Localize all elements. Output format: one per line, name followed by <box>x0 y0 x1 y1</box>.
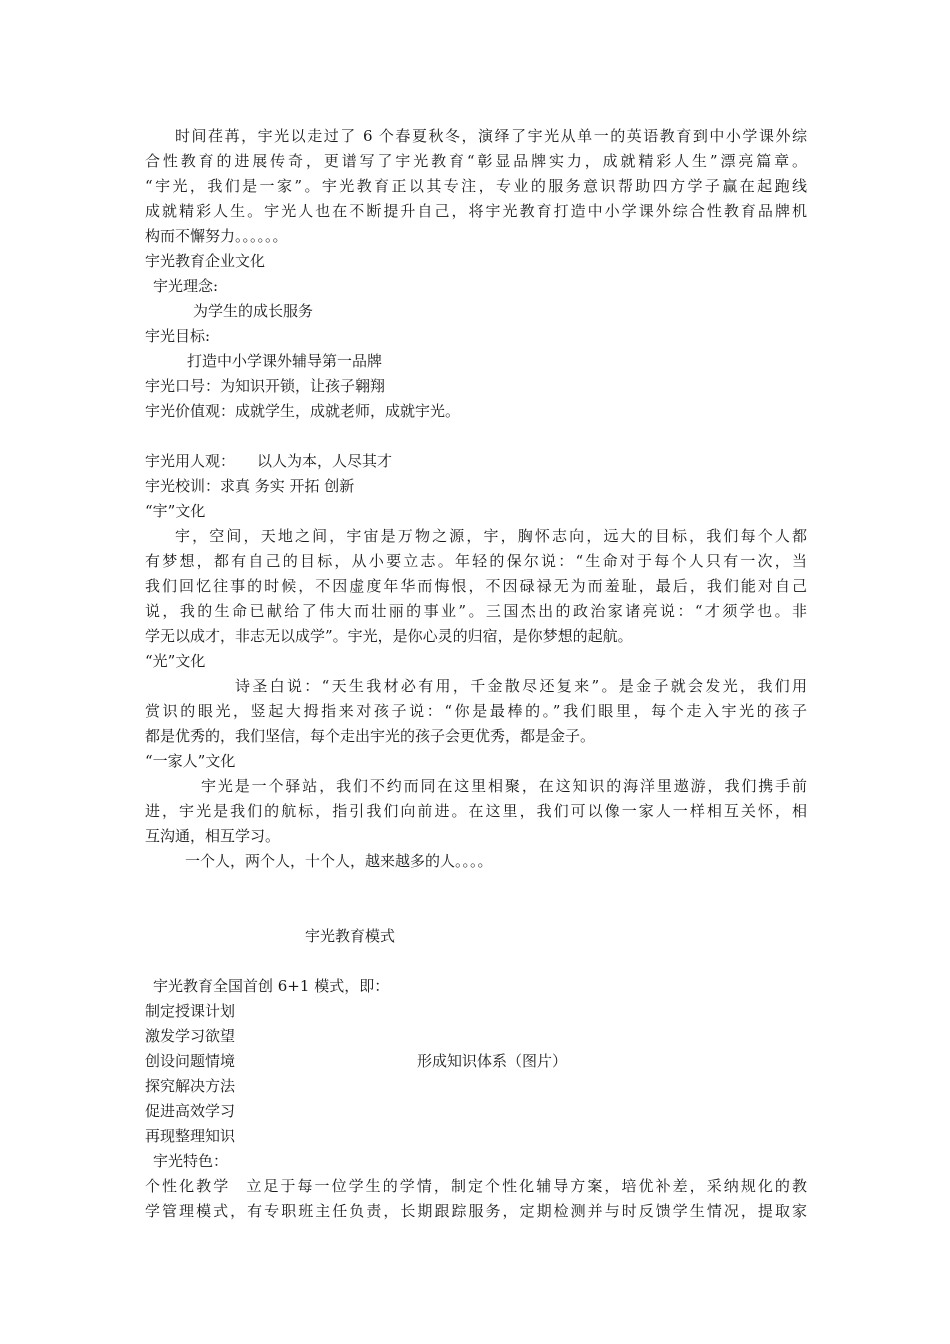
yu-line-5: 学无以成才，非志无以成学”。宇光，是你心灵的归宿，是你梦想的起航。 <box>145 627 633 645</box>
model-step-5: 促进高效学习 <box>145 1102 236 1120</box>
family-line-2: 进，宇光是我们的航标，指引我们向前进。在这里，我们可以像一家人一样相互关怀，相 <box>145 802 807 820</box>
yu-line-2: 有梦想，都有自己的目标，从小要立志。年轻的保尔说：“生命对于每个人只有一次，当 <box>145 552 807 570</box>
guang-line-3: 都是优秀的，我们坚信，每个走出宇光的孩子会更优秀，都是金子。 <box>145 727 596 745</box>
image-caption: 形成知识体系（图片） <box>417 1052 568 1070</box>
document-page <box>145 124 807 1224</box>
intro-line-3: “宇光，我们是一家”。宇光教育正以其专注，专业的服务意识帮助四方学子赢在起跑线 <box>145 177 807 195</box>
family-heading: “一家人”文化 <box>145 752 236 770</box>
yu-heading: “宇”文化 <box>145 502 206 520</box>
model-step-4: 探究解决方法 <box>145 1077 236 1095</box>
slogan-line: 宇光口号：为知识开锁，让孩子翱翔 <box>145 377 386 395</box>
guang-line-1: 诗圣白说：“天生我材必有用，千金散尽还复来”。是金子就会发光，我们用 <box>235 677 807 695</box>
model-step-3-row <box>145 1049 807 1074</box>
people-line <box>145 449 807 474</box>
idea-value: 为学生的成长服务 <box>193 302 314 320</box>
guang-line-2: 赏识的眼光，竖起大拇指来对孩子说：“你是最棒的。”我们眼里，每个走入宇光的孩子 <box>145 702 807 720</box>
motto-line: 宇光校训：求真 务实 开拓 创新 <box>145 477 355 495</box>
yu-line-4: 说，我的生命已献给了伟大而壮丽的事业”。三国杰出的政治家诸亮说：“才须学也。非 <box>145 602 807 620</box>
model-step-2: 激发学习欲望 <box>145 1027 236 1045</box>
feature-item-label: 个性化教学 <box>145 1177 231 1195</box>
model-step-3: 创设问题情境 <box>145 1052 236 1070</box>
family-line-3: 互沟通，相互学习。 <box>145 827 281 845</box>
goal-value: 打造中小学课外辅导第一品牌 <box>187 352 383 370</box>
yu-line-1: 宇，空间，天地之间，宇宙是万物之源，宇，胸怀志向，远大的目标，我们每个人都 <box>175 527 807 545</box>
model-intro: 宇光教育全国首创 6+1 模式，即： <box>153 977 390 995</box>
intro-line-1: 时间荏苒，宇光以走过了 6 个春夏秋冬，演绎了宇光从单一的英语教育到中小学课外综 <box>175 127 807 145</box>
family-line-1: 宇光是一个驿站，我们不约而同在这里相聚，在这知识的海洋里遨游，我们携手前 <box>201 777 807 795</box>
features-heading: 宇光特色： <box>153 1152 229 1170</box>
people-value: 以人为本，人尽其才 <box>257 452 393 470</box>
intro-line-4: 成就精彩人生。宇光人也在不断提升自己，将宇光教育打造中小学课外综合性教育品牌机 <box>145 202 807 220</box>
feature-text: 立足于每一位学生的学情，制定个性化辅导方案，培优补差，采纳规化的教 <box>244 1177 807 1195</box>
people-label: 宇光用人观： <box>145 452 236 470</box>
model-title: 宇光教育模式 <box>305 927 396 945</box>
guang-heading: “光”文化 <box>145 652 206 670</box>
goal-label: 宇光目标: <box>145 327 211 345</box>
intro-line-5: 构而不懈努力。。。。。。 <box>145 227 288 245</box>
blank-line <box>145 949 807 974</box>
family-closing: 一个人，两个人，十个人，越来越多的人。。。。 <box>185 852 493 870</box>
model-step-1: 制定授课计划 <box>145 1002 236 1020</box>
idea-label: 宇光理念: <box>153 277 219 295</box>
intro-line-2: 合性教育的进展传奇，更谱写了宇光教育“彰显品牌实力，成就精彩人生”漂亮篇章。 <box>145 152 807 170</box>
blank-lines <box>145 874 807 924</box>
features-line-1 <box>145 1174 807 1199</box>
blank-line <box>145 424 807 449</box>
yu-line-3: 我们回忆往事的时候，不因虚度年华而悔恨，不因碌禄无为而羞耻，最后，我们能对自己 <box>145 577 807 595</box>
features-line-2: 学管理模式，有专职班主任负责，长期跟踪服务，定期检测并与时反馈学生情况，提取家 <box>145 1202 807 1220</box>
culture-heading: 宇光教育企业文化 <box>145 252 266 270</box>
model-step-6: 再现整理知识 <box>145 1127 236 1145</box>
values-line: 宇光价值观：成就学生，成就老师，成就宇光。 <box>145 402 461 420</box>
